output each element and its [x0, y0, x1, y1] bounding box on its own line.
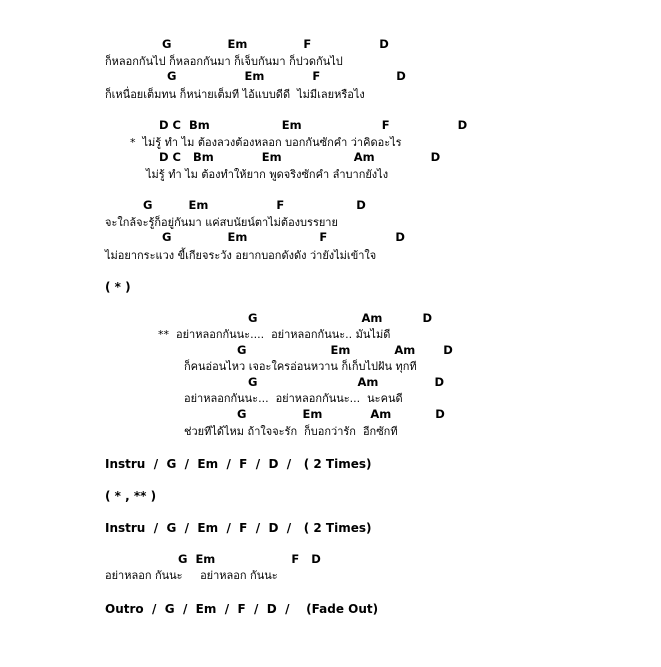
chord-line: D C Bm Em Am D [159, 150, 441, 164]
lyric-line: จะใกล้จะรู้ก็อยู่กันมา แค่สบนัยน์ตาไม่ต้องบรรยาย [105, 216, 338, 229]
chord-line: G Em Am D [237, 407, 445, 421]
chord-line: G Em Am D [237, 343, 453, 357]
lyric-line: ไม่อยากระแวง ขี้เกียจระวัง อยากบอกดังดัง ว่ายังไม่เข้าใจ [105, 249, 377, 262]
lyric-line: ก็หลอกกันไป ก็หลอกกันมา ก็เจ็บกันมา ก็ปวดกันไป [105, 55, 343, 68]
chord-line: D C Bm Em F D [159, 118, 468, 132]
lyric-line: ไม่รู้ ทำ ไม ต้องทำให้ยาก พูดจริงซักคำ ลำบากยังไง [146, 168, 389, 181]
lyric-line: ช่วยทีได้ไหม ถ้าใจจะรัก ก็บอกว่ารัก อีกซักที [184, 425, 398, 438]
instrumental-line: Instru / G / Em / F / D / ( 2 Times) [105, 457, 372, 471]
chord-line: G Em F D [162, 230, 405, 244]
outro-line: Outro / G / Em / F / D / (Fade Out) [105, 602, 379, 616]
chord-line: G Am D [248, 311, 432, 325]
lyric-line: ก็คนอ่อนไหว เจอะใครอ่อนหวาน ก็เก็บไปฝัน ทุกที [184, 360, 417, 373]
repeat-marker: ( * , ** ) [105, 489, 157, 503]
chord-line: G Am D [248, 375, 445, 389]
lyric-line: ** อย่าหลอกกันนะ.... อย่าหลอกกันนะ.. มันไม่ดี [158, 328, 391, 341]
lyric-line: * ไม่รู้ ทำ ไม ต้องลวงต้องหลอก บอกกันซักคำ ว่าคิดอะไร [130, 136, 402, 149]
chord-line: G Em F D [143, 198, 366, 212]
chord-line: G Em F D [167, 69, 406, 83]
chord-line: G Em F D [178, 552, 321, 566]
lyric-line: อย่าหลอกกันนะ... อย่าหลอกกันนะ... นะคนดี [184, 392, 403, 405]
lyric-line: อย่าหลอก กันนะ อย่าหลอก กันนะ [105, 569, 278, 582]
repeat-marker: ( * ) [105, 280, 131, 294]
lyric-line: ก็เหนื่อยเต็มทน ก็หน่ายเต็มที ไอ้แบบดีดี ไม่มีเลยหรือไง [105, 88, 365, 101]
chord-line: G Em F D [162, 37, 389, 51]
instrumental-line: Instru / G / Em / F / D / ( 2 Times) [105, 521, 372, 535]
